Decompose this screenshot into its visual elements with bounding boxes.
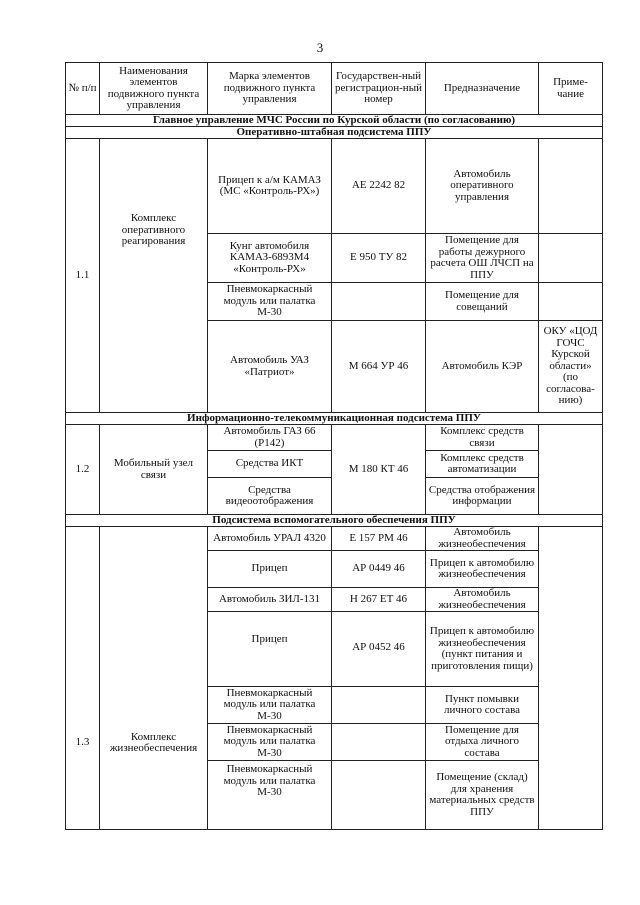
page-number: 3	[316, 40, 324, 55]
element-name: Комплекс оперативного реагирования	[100, 139, 208, 413]
note	[539, 425, 603, 515]
reg-number: М 180 КТ 46	[332, 425, 426, 515]
element-mark: Автомобиль ЗИЛ-131	[208, 588, 332, 612]
main-section-title: Главное управление МЧС России по Курской области (по согласованию)	[66, 115, 603, 127]
element-mark: Пневмокаркасный модуль или палатка М-30	[208, 724, 332, 761]
element-mark: Прицеп к а/м КАМАЗ (МС «Контроль-РХ»)	[208, 139, 332, 234]
element-mark: Кунг автомобиля КАМАЗ-6893М4 «Контроль-РХ»	[208, 234, 332, 283]
section-title: Оперативно-штабная подсистема ППУ	[66, 127, 603, 139]
section-title: Подсистема вспомогательного обеспечения ППУ	[66, 515, 603, 527]
reg-number: АР 0452 46	[332, 612, 426, 687]
purpose: Помещение для совещаний	[426, 283, 539, 321]
header-name: Наименования элементов подвижного пункта управления	[100, 63, 208, 115]
header-note: Приме-чание	[539, 63, 603, 115]
element-mark: Автомобиль ГАЗ 66 (Р142)	[208, 425, 332, 451]
equipment-table	[65, 62, 603, 830]
reg-number	[332, 687, 426, 724]
row-number: 1.1	[66, 139, 100, 413]
element-mark: Прицеп	[208, 612, 332, 687]
reg-number	[332, 724, 426, 761]
reg-number: АЕ 2242 82	[332, 139, 426, 234]
element-mark: Автомобиль УАЗ «Патриот»	[208, 321, 332, 413]
purpose: Помещение (склад) для хранения материальных средств ППУ	[426, 761, 539, 830]
purpose: Средства отображения информации	[426, 478, 539, 515]
note	[539, 527, 603, 830]
element-mark: Автомобиль УРАЛ 4320	[208, 527, 332, 551]
reg-number: Е 157 РМ 46	[332, 527, 426, 551]
element-name: Комплекс жизнеобеспечения	[100, 527, 208, 830]
purpose: Автомобиль оперативного управления	[426, 139, 539, 234]
purpose: Комплекс средств связи	[426, 425, 539, 451]
purpose: Автомобиль жизнеобеспечения	[426, 527, 539, 551]
note	[539, 234, 603, 283]
header-mark: Марка элементов подвижного пункта управления	[208, 63, 332, 115]
element-mark: Средства ИКТ	[208, 451, 332, 478]
element-mark: Прицеп	[208, 551, 332, 588]
header-purpose: Предназначение	[426, 63, 539, 115]
reg-number: АР 0449 46	[332, 551, 426, 588]
purpose: Комплекс средств автоматизации	[426, 451, 539, 478]
note	[539, 139, 603, 234]
purpose: Прицеп к автомобилю жизнеобеспечения (пункт питания и приготовления пищи)	[426, 612, 539, 687]
header-num: № п/п	[66, 63, 100, 115]
table-row	[66, 527, 603, 551]
element-mark: Пневмокаркасный модуль или палатка М-30	[208, 761, 332, 830]
element-mark: Пневмокаркасный модуль или палатка М-30	[208, 283, 332, 321]
purpose: Прицеп к автомобилю жизнеобеспечения	[426, 551, 539, 588]
reg-number	[332, 283, 426, 321]
purpose: Помещение для работы дежурного расчета ОШ ЛЧСП на ППУ	[426, 234, 539, 283]
reg-number	[332, 761, 426, 830]
purpose: Пункт помывки личного состава	[426, 687, 539, 724]
table-row	[66, 425, 603, 451]
purpose: Помещение для отдыха личного состава	[426, 724, 539, 761]
element-name: Мобильный узел связи	[100, 425, 208, 515]
note: ОКУ «ЦОД ГОЧС Курской области» (по согласова-нию)	[539, 321, 603, 413]
table-row	[66, 139, 603, 234]
section-title: Информационно-телекоммуникационная подсистема ППУ	[66, 413, 603, 425]
table-header	[66, 63, 603, 115]
row-number: 1.2	[66, 425, 100, 515]
reg-number: Е 950 ТУ 82	[332, 234, 426, 283]
reg-number: Н 267 ЕТ 46	[332, 588, 426, 612]
note	[539, 283, 603, 321]
reg-number: М 664 УР 46	[332, 321, 426, 413]
element-mark: Средства видеоотображения	[208, 478, 332, 515]
purpose: Автомобиль жизнеобеспечения	[426, 588, 539, 612]
header-reg: Государствен-ный регистрацион-ный номер	[332, 63, 426, 115]
row-number: 1.3	[66, 527, 100, 830]
element-mark: Пневмокаркасный модуль или палатка М-30	[208, 687, 332, 724]
purpose: Автомобиль КЭР	[426, 321, 539, 413]
